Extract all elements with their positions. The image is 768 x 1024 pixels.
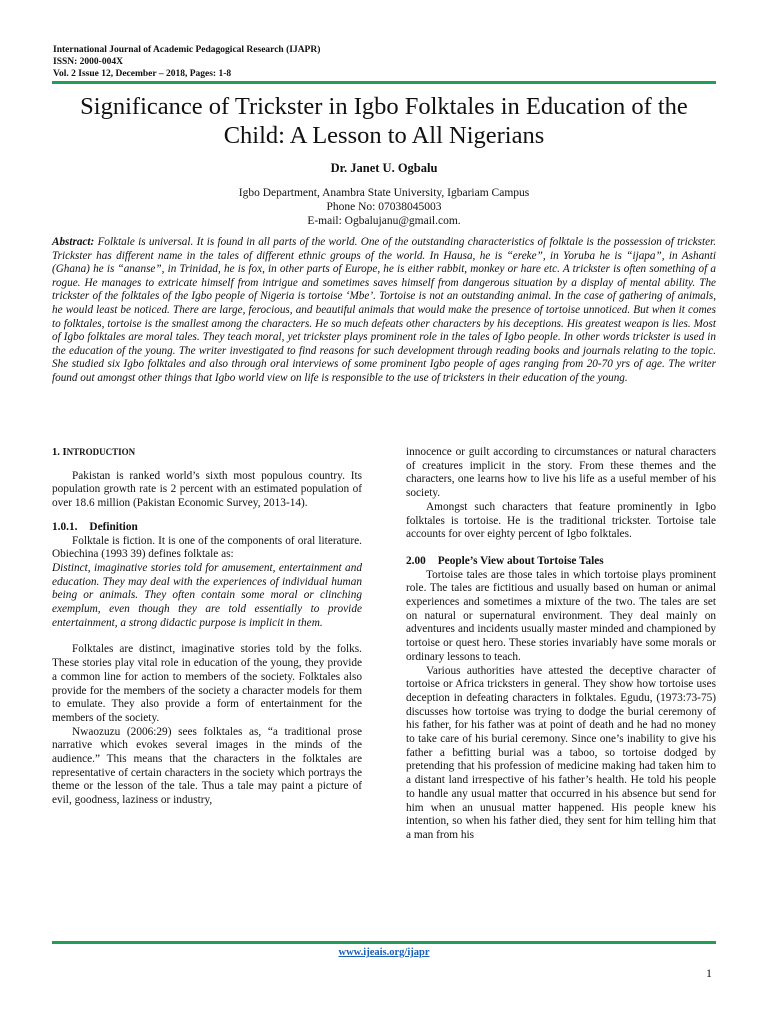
left-column [52, 446, 362, 808]
author-affiliation [52, 186, 716, 228]
phone: Phone No: 07038045003 [326, 201, 442, 213]
abstract-text: Folktale is universal. It is found in all parts of the world. One of the outstanding characteristics of folktale is the possession of trickster. Trickster has different name in the tales of different ethnic groups of the world. In Hausa, he is “ereke”, in Yoruba he is “ijapa”, in Ashanti (Ghana) he is “ananse”, in Trinidad, he is fox, in other parts of Europe, he is either rabbit, monkey or hare etc. A trickster is often something of a rogue. He manages to extricate himself from intrigue and sometimes saves himself from dangerous situation by a display of mental ability. The trickster of the folktales of the Igbo people of Nigeria is tortoise ‘Mbe’. Tortoise is not an outstanding animal. In the case of gathering of animals, he would least be noticed. There are large, ferocious, and beautiful animals that would make the presence of tortoise unnoticed. But when it comes to folktales, tortoise is the smallest among the characters. He so much defeats other characters by his deceptions. His greatest weapon is lies. Most of Igbo folktales are moral tales. They teach moral, yet trickster plays prominent role in the tales of Igbo people. In other words trickster is used in the education of the young. The writer investigated to find reasons for such development through reading books and journals relating to the topic. She studied six Igbo folktales and also through oral interviews of some prominent Igbo people of ages ranging from 20-70 yrs of age. The writer found out amongst other things that Igbo world view on life is responsible to the use of tricksters in their education of the young. [52, 236, 717, 384]
journal-name: International Journal of Academic Pedagogical Research (IJAPR) [53, 45, 321, 55]
volume-info: Vol. 2 Issue 12, December – 2018, Pages: 1-8 [53, 69, 232, 79]
intro-paragraph: Pakistan is ranked world’s sixth most populous country. Its population growth rate is 2 percent with an estimated population of over 18.6 million (Pakistan Economic Survey, 2013-14). [52, 469, 362, 510]
right-column [406, 446, 716, 843]
nwaozuzu-paragraph: Nwaozuzu (2006:29) sees folktales as, “a traditional prose narrative which evokes several images in the minds of the audience.” This means that the characters in the folktales are representative of certain characters in the society which portrays the theme or the lesson of the tale. Thus a tale may paint a picture of evil, goodness, laziness or industry, [52, 725, 362, 807]
block-quote: Distinct, imaginative stories told for amusement, entertainment and education. They may deal with the experiences of individual human being or animals. They often contain some moral or clinching exemplum, even though they are told essentially to provide entertainment, a strong didactic purpose is implicit in them. [52, 561, 362, 629]
journal-header [53, 44, 320, 80]
title-line-1: Significance of Trickster in Igbo Folktales in Education of the [80, 93, 688, 120]
abstract [52, 236, 716, 386]
abstract-label: Abstract: [52, 236, 95, 248]
subsection-heading-definition: 1.0.1. Definition [52, 520, 138, 533]
email: E-mail: Ogbalujanu@gmail.com. [307, 215, 461, 227]
affiliation: Igbo Department, Anambra State University, Igbariam Campus [238, 187, 530, 199]
footer-divider [52, 941, 716, 944]
author-name: Dr. Janet U. Ogbalu [330, 161, 438, 175]
definition-paragraph: Folktale is fiction. It is one of the components of oral literature. Obiechina (1993 39) defines folktale as: [52, 534, 362, 561]
title-line-2: Child: A Lesson to All Nigerians [223, 122, 545, 149]
header-divider [52, 81, 716, 84]
innocence-paragraph: innocence or guilt according to circumstances or natural characters of creatures implicit in the story. From these themes and the characters, one learns how to live his life as a useful member of his society. [406, 446, 716, 500]
page-number: 1 [706, 966, 712, 980]
folktales-paragraph: Folktales are distinct, imaginative stories told by the folks. These stories play vital role in education of the young, they provide a common line for action to members of the society. Folktales also provide for the members of the society a character models for them to emulate. They also provide a form of entertainment for the members of the society. [52, 643, 362, 724]
tortoise-tales-paragraph: Tortoise tales are those tales in which tortoise plays prominent role. The tales are fictitious and usually based on human or animal experiences and sometimes a mixture of the two. The tales are set on natural or supernatural environment. They deal mainly on adventures and incidents usually master minded and championed by tortoise or quest hero. These stories invariably have some morals or ordinary lessons to teach. [406, 568, 716, 663]
section-heading-tortoise-tales: 2.00 People’s View about Tortoise Tales [406, 554, 604, 567]
section-heading-introduction: 1. INTRODUCTION [52, 447, 136, 458]
authorities-paragraph: Various authorities have attested the deceptive character of tortoise or Africa tricksters in general. They show how tortoise uses deception in defeating characters in folktales. Egudu, (1973:73-75) discusses how tortoise was trying to dodge the burial ceremony of his father, for his father was at point of death and he had no money to take care of his burial ceremony. Since one’s inability to give his father a befitting burial was a taboo, so tortoise dodged by pretending that his profession of medicine making had taken him to a distant land irrespective of his father’s health. He told his people to handle any usual matter that occurred in his absence but send for him when an unusual matter happened. His people knew his intention, so when his father died, they sent for him telling him that a man from his [406, 664, 716, 841]
paper-title [52, 92, 716, 150]
journal-website-link[interactable]: www.ijeais.org/ijapr [338, 947, 430, 958]
issn: ISSN: 2000-004X [53, 57, 123, 67]
amongst-paragraph: Amongst such characters that feature prominently in Igbo folktales is tortoise. He is the traditional trickster. Tortoise tale accounts for over eighty percent of Igbo folktales. [406, 500, 716, 541]
